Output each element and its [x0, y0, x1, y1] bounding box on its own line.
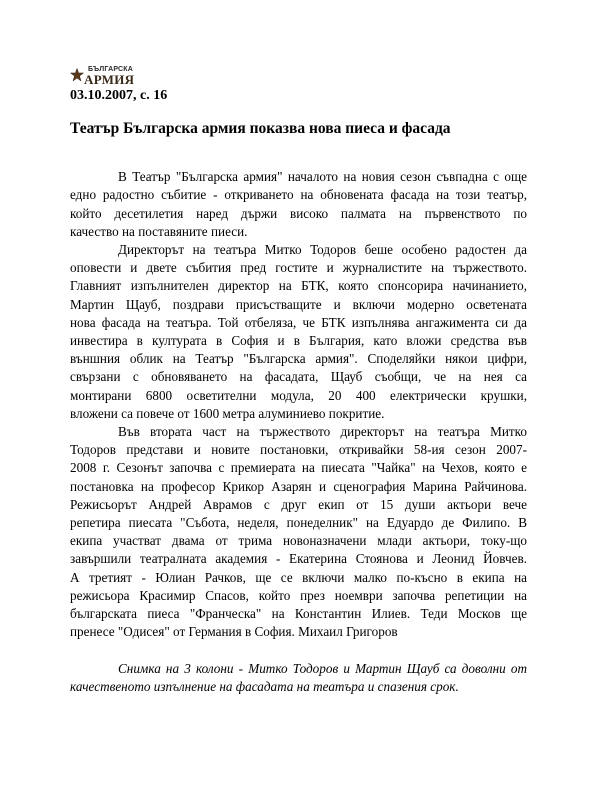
paragraph-line: инвестира в културата в София и в България, като вложи средства във [70, 333, 527, 349]
newspaper-logo [70, 66, 138, 86]
paragraph-line: В Театър "Българска армия" началото на новия сезон съвпадна с още [118, 169, 527, 185]
paragraph-line: Мартин Щауб, поздрави присъстващите и включи модерно осветената [70, 296, 527, 312]
paragraph-line: Главният изпълнителен директор на БТК, която спонсорира начинанието, [70, 278, 527, 294]
paragraph-line: монтирани 6800 осветителни модула, 20 400 електрически крушки, [70, 387, 527, 403]
paragraph-line: постановка на професор Крикор Азарян и сценография Марина Райчинова. [70, 478, 527, 494]
paragraph-line: Тодоров представи и новите постановки, откривайки 58-ия сезон 2007- [70, 442, 527, 458]
paragraph-line: българската пиеса "Франческа" на Константин Илиев. Теди Москов ще [70, 606, 527, 622]
photo-caption-line: Снимка на 3 колони - Митко Тодоров и Мартин Щауб са доволни от [118, 660, 527, 676]
paragraph-line: А третият - Юлиан Рачков, ще се включи малко по-късно в екипа на [70, 569, 527, 585]
paragraph-line: завършили театралната академия - Екатерина Стоянова и Леонид Йовчев. [70, 551, 527, 567]
star-emblem-icon [70, 68, 84, 82]
paragraph-line: външния облик на Театър "Българска армия". Споделяйки някои цифри, [70, 351, 527, 367]
paragraph-line: репетира пиесата "Събота, неделя, понеделник" на Едуардо де Филипо. В [70, 515, 527, 531]
paragraph-line: екипа участват двама от трима новоназначени млади актьори, току-що [70, 533, 527, 549]
paragraph-line: свързани с обновяването на фасадата, Щауб съобщи, че на нея са [70, 369, 527, 385]
article-body [70, 150, 527, 696]
logo-main-text: АРМИЯ [84, 72, 135, 87]
paragraph-line: който десетилетия наред държи високо палмата на първенството по [70, 205, 527, 221]
paragraph-line: пренесе "Одисея" от Германия в София. Михаил Григоров [70, 624, 398, 640]
paragraph-line: нова фасада на театъра. Той отбелязa, че БТК изпълнява ангажимента си да [70, 314, 527, 330]
paragraph-line: вложени са повече от 1600 метра алуминиево покритие. [70, 405, 385, 421]
photo-caption-line: качественото изпълнение на фасадата на театъра и спазения срок. [70, 678, 459, 694]
publication-date: 03.10.2007, с. 16 [70, 88, 168, 103]
paragraph-line: оповести и двете събития пред гостите и журналистите на тържеството. [70, 260, 527, 276]
paragraph-line: Директорът на театъра Митко Тодоров беше особено радостен да [118, 242, 527, 257]
article-headline: Театър Българска армия показва нова пиеса и фасада [70, 120, 451, 137]
paragraph-line: качество на поставяните пиеси. [70, 223, 248, 239]
paragraph-line: режисьора Красимир Спасов, който през ноември започва репетиции на [70, 587, 527, 603]
paragraph-line: Във втората част на тържеството директорът на театъра Митко [118, 424, 527, 440]
paragraph-line: 2008 г. Сезонът започва с премиерата на пиесата "Чайка" на Чехов, която е [70, 460, 527, 476]
logo-top-text: БЪЛГАРСКА [88, 66, 134, 73]
paragraph-line: Режисьорът Андрей Аврамов с друг екип от 15 души актьори вече [70, 496, 527, 512]
paragraph-line: едно радостно събитие - откриването на обновената фасада на този театър, [70, 187, 527, 203]
